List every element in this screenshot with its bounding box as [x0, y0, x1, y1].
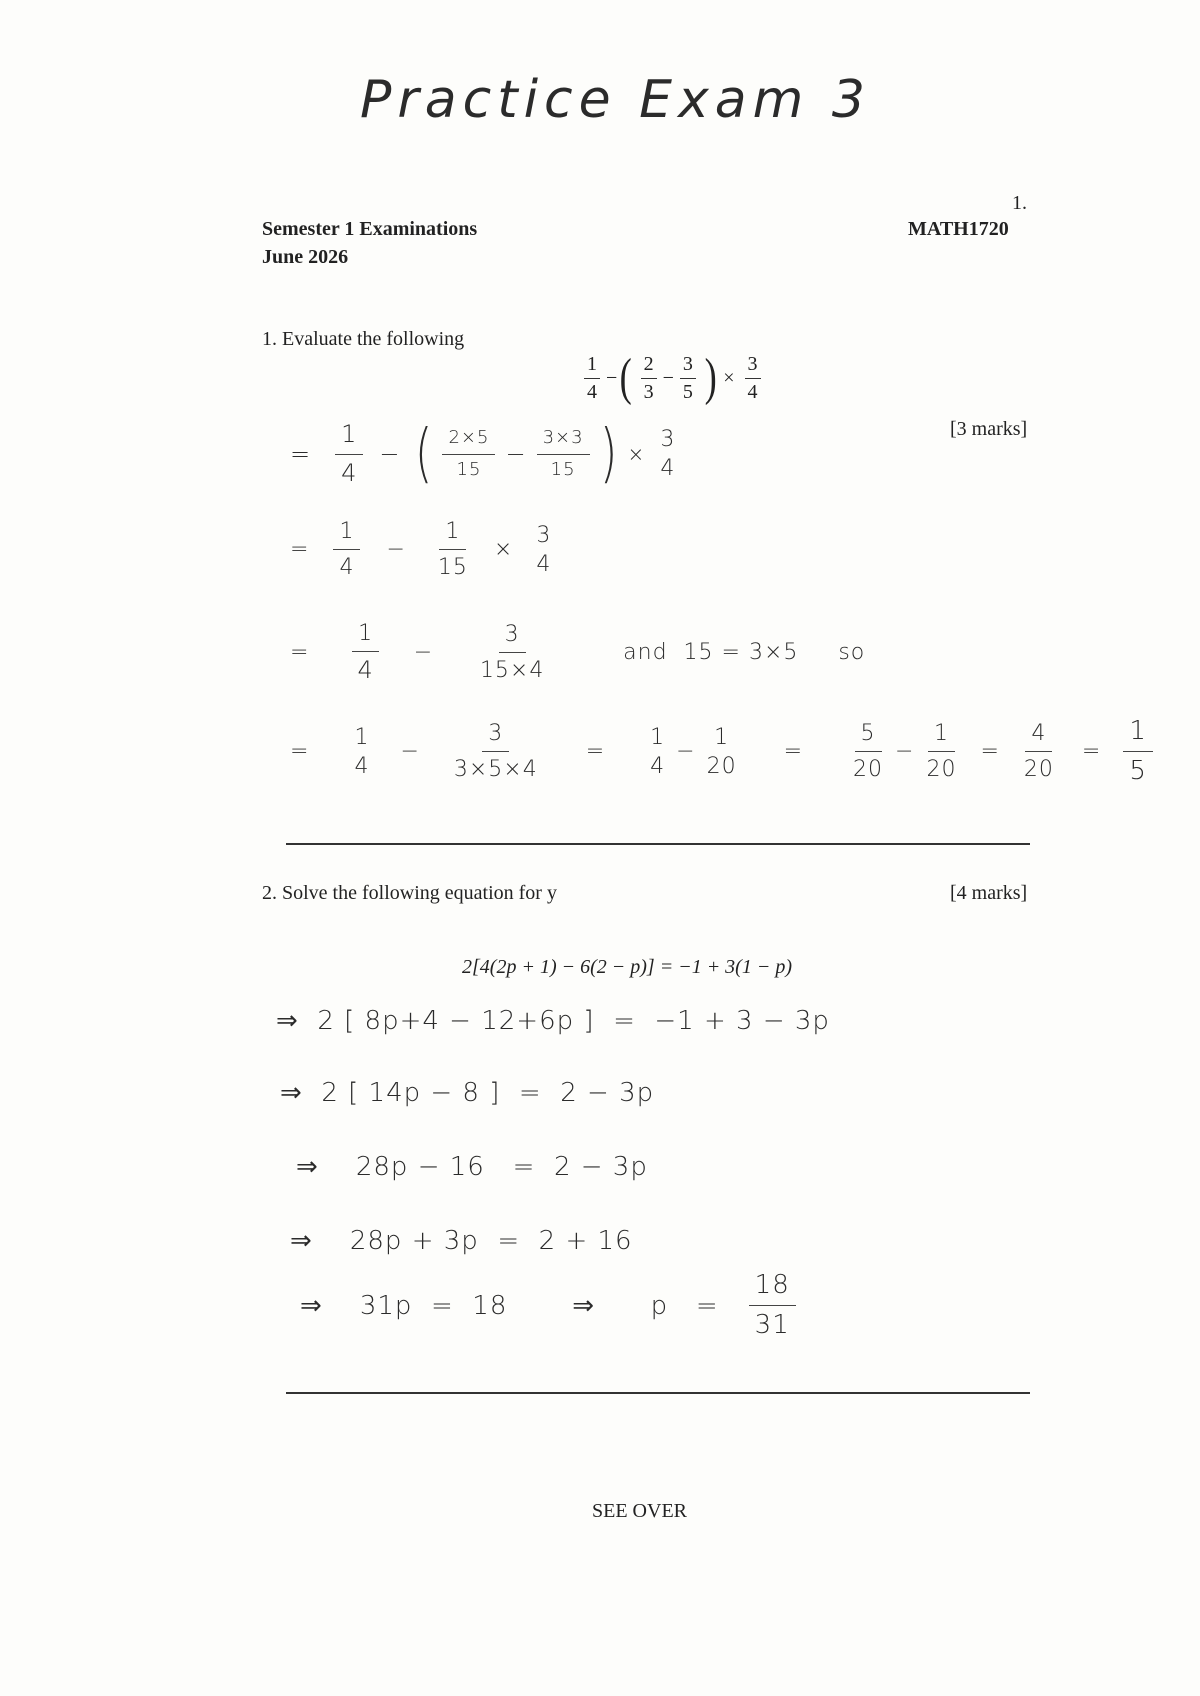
q2-working-line-3: ⇒ 28p − 16 = 2 − 3p [296, 1152, 648, 1182]
q2-working-line-4: ⇒ 28p + 3p = 2 + 16 [290, 1226, 633, 1256]
q2-marks: [4 marks] [950, 882, 1028, 904]
handwritten-title: Practice Exam 3 [360, 70, 871, 130]
exam-date: June 2026 [262, 246, 349, 268]
q1-working-line-3: = $\frac{1}{4}$ − $\frac{3}{15\times 4}$ and 15 = 3×5 so [290, 621, 866, 685]
q2-label: 2. Solve the following equation for y [262, 882, 557, 904]
q2-working-line-1: ⇒ 2 [ 8p+4 − 12+6p ] = −1 + 3 − 3p [276, 1006, 830, 1036]
operator: − [662, 366, 674, 389]
exam-name: Semester 1 Examinations [262, 218, 478, 240]
page-number: 1. [1012, 192, 1027, 214]
q2-working-line-5: ⇒ 31p = 18 ⇒ p = $\frac{18}{31}$ [300, 1272, 802, 1340]
q1-working-line-2: = $\frac{1}{4}$ − $\frac{1}{15}$ × 3 4 [290, 519, 552, 581]
q1-marks: [3 marks] [950, 418, 1028, 440]
right-paren: ) [704, 349, 717, 406]
course-code: MATH1720 [908, 218, 1009, 240]
q1-label: 1. Evaluate the following [262, 328, 465, 350]
fraction: $\frac{3}{5}$ [680, 354, 696, 403]
section-divider [286, 1392, 1030, 1394]
left-paren: ( [619, 349, 633, 406]
operator: × [723, 366, 735, 389]
operator: − [606, 366, 618, 389]
fraction: $\frac{1}{4}$ [584, 354, 600, 403]
section-divider [286, 843, 1030, 845]
fraction: $\frac{3}{4}$ [745, 354, 761, 403]
footer-see-over: SEE OVER [592, 1500, 687, 1522]
q1-working-line-4: = 1 4 − $\frac{3}{3\times 5\times 4}$ = 1 4 − 1 20 = $\frac{5}{20}$ − $\frac{1}{20}$ = $\frac{4}{20}$ = $\frac{1}{5}$ [290, 718, 1159, 786]
fraction: $\frac{2}{3}$ [641, 354, 657, 403]
q1-working-line-1: = $\frac{1}{4}$ − ( $\frac{2\times 5}{15}$ − $\frac{3\times 3}{15}$ ) × 3 4 [290, 417, 676, 491]
q2-equation: 2[4(2p + 1) − 6(2 − p)] = −1 + 3(1 − p) [462, 956, 792, 978]
q2-working-line-2: ⇒ 2 [ 14p − 8 ] = 2 − 3p [280, 1078, 655, 1108]
q1-printed-expression [578, 349, 767, 406]
